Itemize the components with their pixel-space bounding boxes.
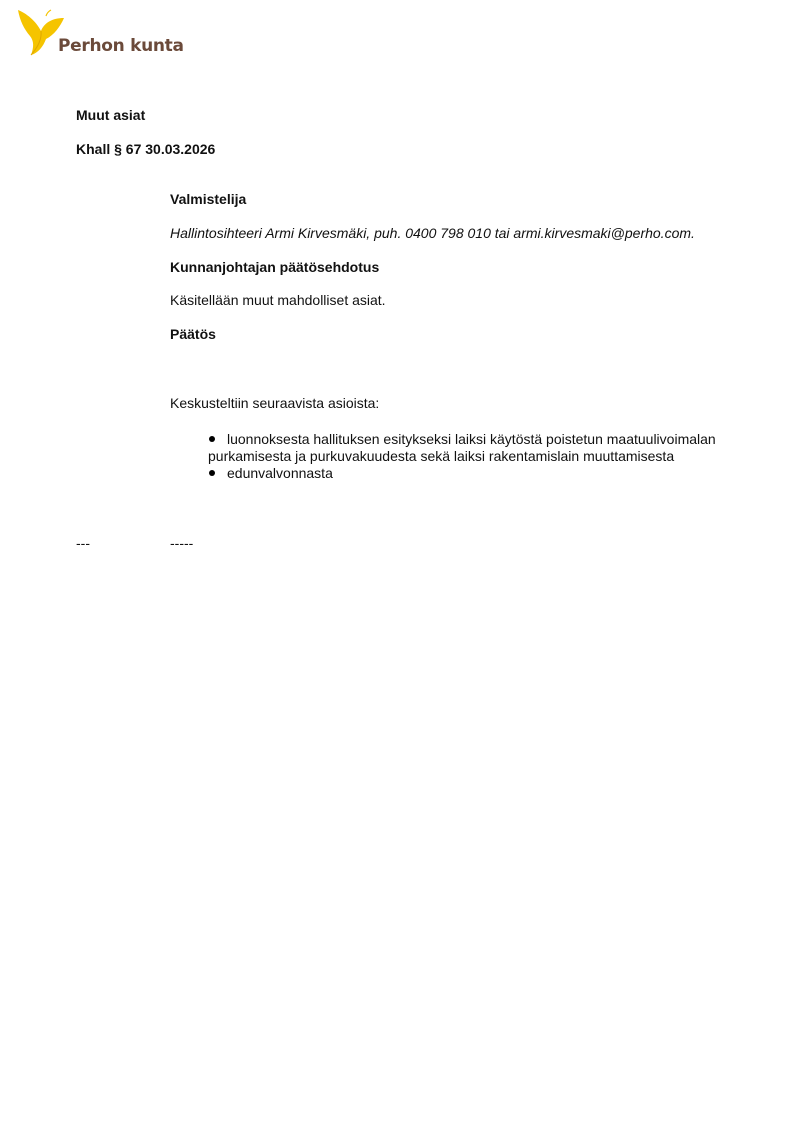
preparer-heading: Valmistelija (170, 191, 247, 207)
list-item-text: luonnoksesta hallituksen esitykseksi laiksi käytöstä poistetun maatuulivoimalan purkamisesta ja purkuvakuudesta sekä laiksi rakentamislain muuttamisesta (208, 431, 716, 464)
logo-text: Perhon kunta (58, 36, 184, 56)
list-item (208, 465, 728, 482)
list-item-text: edunvalvonnasta (227, 465, 333, 481)
footer-right-marker: ----- (170, 535, 194, 551)
decision-intro: Keskusteltiin seuraavista asioista: (170, 395, 380, 411)
preparer-text: Hallintosihteeri Armi Kirvesmäki, puh. 0400 798 010 tai armi.kirvesmaki@perho.com. (170, 225, 695, 241)
bullet-icon (209, 470, 215, 476)
footer-left-marker: --- (76, 535, 90, 551)
proposal-text: Käsitellään muut mahdolliset asiat. (170, 292, 386, 308)
list-item (208, 431, 728, 465)
bullet-icon (209, 436, 215, 442)
decision-heading: Päätös (170, 326, 216, 342)
decision-items-list (208, 431, 728, 482)
meeting-reference: Khall § 67 30.03.2026 (76, 141, 216, 157)
perho-logo (16, 9, 186, 59)
section-title: Muut asiat (76, 107, 146, 123)
proposal-heading: Kunnanjohtajan päätösehdotus (170, 259, 380, 275)
